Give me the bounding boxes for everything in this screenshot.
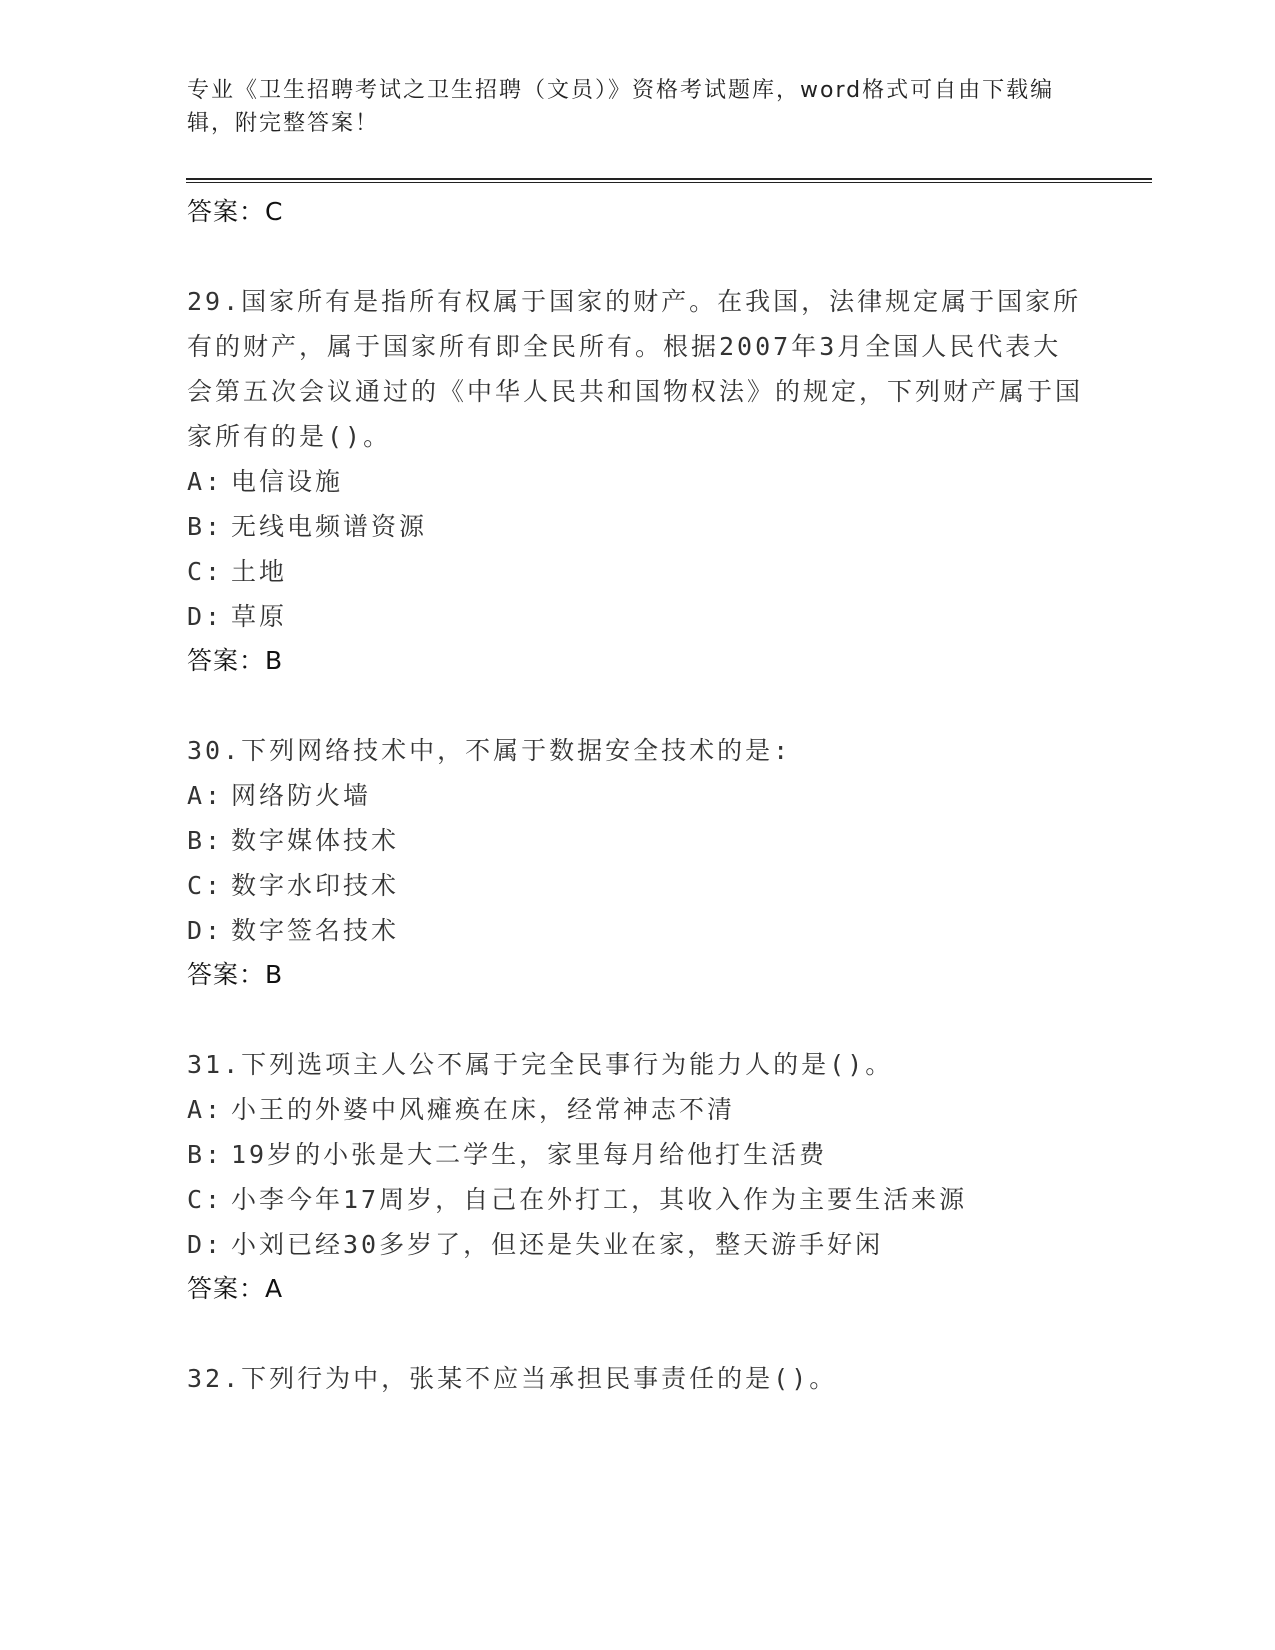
option-label: B: bbox=[187, 512, 224, 541]
option-a bbox=[187, 1087, 1087, 1132]
question-31 bbox=[187, 1042, 1087, 1311]
option-text: 数字水印技术 bbox=[231, 871, 400, 900]
option-text: 小刘已经30多岁了，但还是失业在家，整天游手好闲 bbox=[231, 1230, 884, 1259]
option-text: 小王的外婆中风瘫痪在床，经常神志不清 bbox=[231, 1095, 736, 1124]
question-29 bbox=[187, 279, 1087, 683]
option-b bbox=[187, 1132, 1087, 1177]
option-a bbox=[187, 773, 1087, 818]
question-stem: 30.下列网络技术中，不属于数据安全技术的是: bbox=[187, 736, 792, 765]
answer-prev: 答案：C bbox=[187, 197, 284, 226]
header-rule bbox=[186, 178, 1152, 183]
option-label: B: bbox=[187, 826, 224, 855]
option-label: D: bbox=[187, 916, 224, 945]
question-stem: 32.下列行为中，张某不应当承担民事责任的是()。 bbox=[187, 1364, 838, 1393]
option-text: 数字媒体技术 bbox=[231, 826, 400, 855]
option-text: 数字签名技术 bbox=[231, 916, 400, 945]
question-32 bbox=[187, 1356, 1087, 1401]
spacer bbox=[187, 234, 1087, 279]
option-label: D: bbox=[187, 1230, 224, 1259]
document-body bbox=[187, 190, 1087, 1401]
option-b bbox=[187, 818, 1087, 863]
option-label: A: bbox=[187, 781, 224, 810]
spacer bbox=[187, 1311, 1087, 1356]
question-30 bbox=[187, 728, 1087, 997]
option-label: A: bbox=[187, 1095, 224, 1124]
option-label: C: bbox=[187, 1185, 224, 1214]
option-c bbox=[187, 863, 1087, 908]
answer: 答案：B bbox=[187, 960, 284, 989]
option-label: D: bbox=[187, 602, 224, 631]
option-d bbox=[187, 594, 1087, 639]
option-c bbox=[187, 1177, 1087, 1222]
option-c bbox=[187, 549, 1087, 594]
answer: 答案：B bbox=[187, 646, 284, 675]
option-d bbox=[187, 908, 1087, 953]
option-text: 网络防火墙 bbox=[231, 781, 372, 810]
question-stem: 31.下列选项主人公不属于完全民事行为能力人的是()。 bbox=[187, 1050, 894, 1079]
option-label: B: bbox=[187, 1140, 224, 1169]
option-label: C: bbox=[187, 557, 224, 586]
option-label: A: bbox=[187, 467, 224, 496]
option-d bbox=[187, 1222, 1087, 1267]
option-text: 小李今年17周岁，自己在外打工，其收入作为主要生活来源 bbox=[231, 1185, 968, 1214]
option-text: 草原 bbox=[231, 602, 288, 631]
option-text: 19岁的小张是大二学生，家里每月给他打生活费 bbox=[231, 1140, 828, 1169]
option-a bbox=[187, 459, 1087, 504]
option-text: 无线电频谱资源 bbox=[231, 512, 428, 541]
option-b bbox=[187, 504, 1087, 549]
option-label: C: bbox=[187, 871, 224, 900]
answer: 答案：A bbox=[187, 1274, 284, 1303]
option-text: 土地 bbox=[231, 557, 288, 586]
spacer bbox=[187, 683, 1087, 728]
page-header: 专业《卫生招聘考试之卫生招聘（文员）》资格考试题库，word格式可自由下载编辑，附完整答案！ bbox=[187, 78, 1055, 136]
spacer bbox=[187, 997, 1087, 1042]
question-stem: 29.国家所有是指所有权属于国家的财产。在我国，法律规定属于国家所有的财产，属于国家所有即全民所有。根据2007年3月全国人民代表大会第五次会议通过的《中华人民共和国物权法》的规定，下列财产属于国家所有的是()。 bbox=[187, 287, 1084, 451]
option-text: 电信设施 bbox=[231, 467, 344, 496]
